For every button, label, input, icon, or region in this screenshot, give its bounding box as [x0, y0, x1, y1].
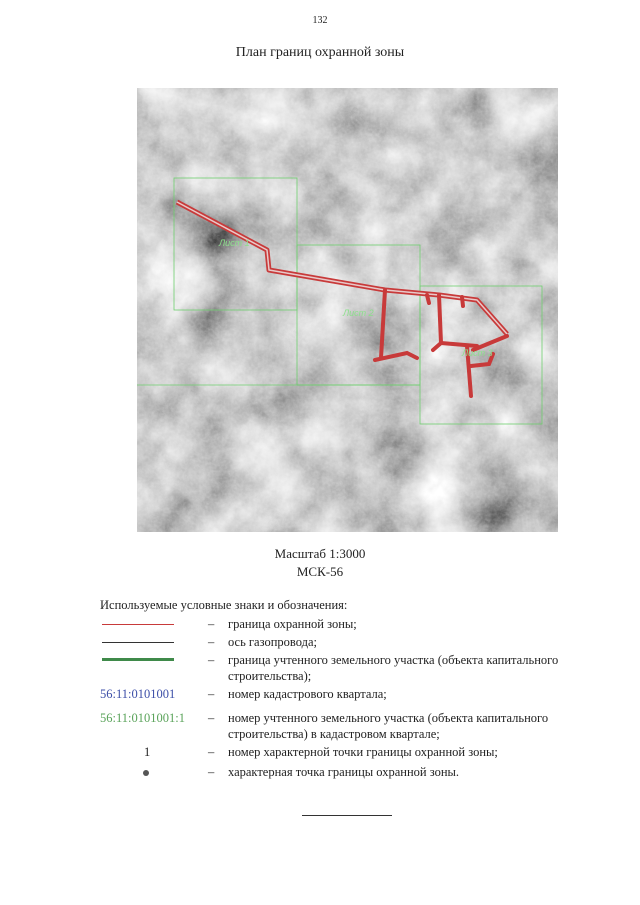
- legend-desc: ось газопровода;: [228, 635, 318, 649]
- legend-desc: номер кадастрового квартала;: [228, 687, 387, 701]
- legend-parcel-code: 56:11:0101001:1: [100, 711, 185, 725]
- legend-dash: –: [208, 653, 215, 667]
- legend-point-dot: [143, 770, 149, 776]
- legend-point-number: 1: [144, 745, 151, 759]
- footer-rule: [302, 815, 392, 816]
- legend-desc: номер характерной точки границы охранной зоны;: [228, 745, 498, 759]
- crs-label: МСК-56: [296, 564, 344, 579]
- map-svg: [137, 88, 558, 532]
- zone-branch: [462, 297, 463, 306]
- legend-red-line: [102, 624, 174, 625]
- aerial-map: [137, 88, 558, 532]
- legend-dash: –: [208, 745, 215, 759]
- legend-dash: –: [208, 635, 215, 649]
- legend-desc: номер учтенного земельного участка (объекта капитального строительства) в кадастровом квартале;: [228, 711, 549, 741]
- legend-green-line: [102, 658, 174, 661]
- page-number: 132: [312, 15, 328, 26]
- legend-header: Используемые условные знаки и обозначения:: [100, 598, 348, 612]
- sheet-label-2: Лист 2: [343, 308, 374, 318]
- legend-quarter-code: 56:11:0101001: [100, 687, 176, 701]
- legend-dash: –: [208, 617, 215, 631]
- legend-black-line: [102, 642, 174, 643]
- legend-desc: граница охранной зоны;: [228, 617, 357, 631]
- legend-dash: –: [208, 765, 215, 779]
- sheet-label-1: Лист 1: [219, 238, 250, 248]
- page-title: План границ охранной зоны: [235, 45, 405, 60]
- sheet-label-3: Лист 3: [462, 348, 493, 358]
- zone-branch: [427, 295, 429, 303]
- legend-dash: –: [208, 711, 215, 725]
- legend-desc: граница учтенного земельного участка (объекта капитального строительства);: [228, 653, 559, 683]
- scale-label: Масштаб 1:3000: [274, 546, 366, 561]
- legend-dash: –: [208, 687, 215, 701]
- legend-desc: характерная точка границы охранной зоны.: [228, 765, 460, 779]
